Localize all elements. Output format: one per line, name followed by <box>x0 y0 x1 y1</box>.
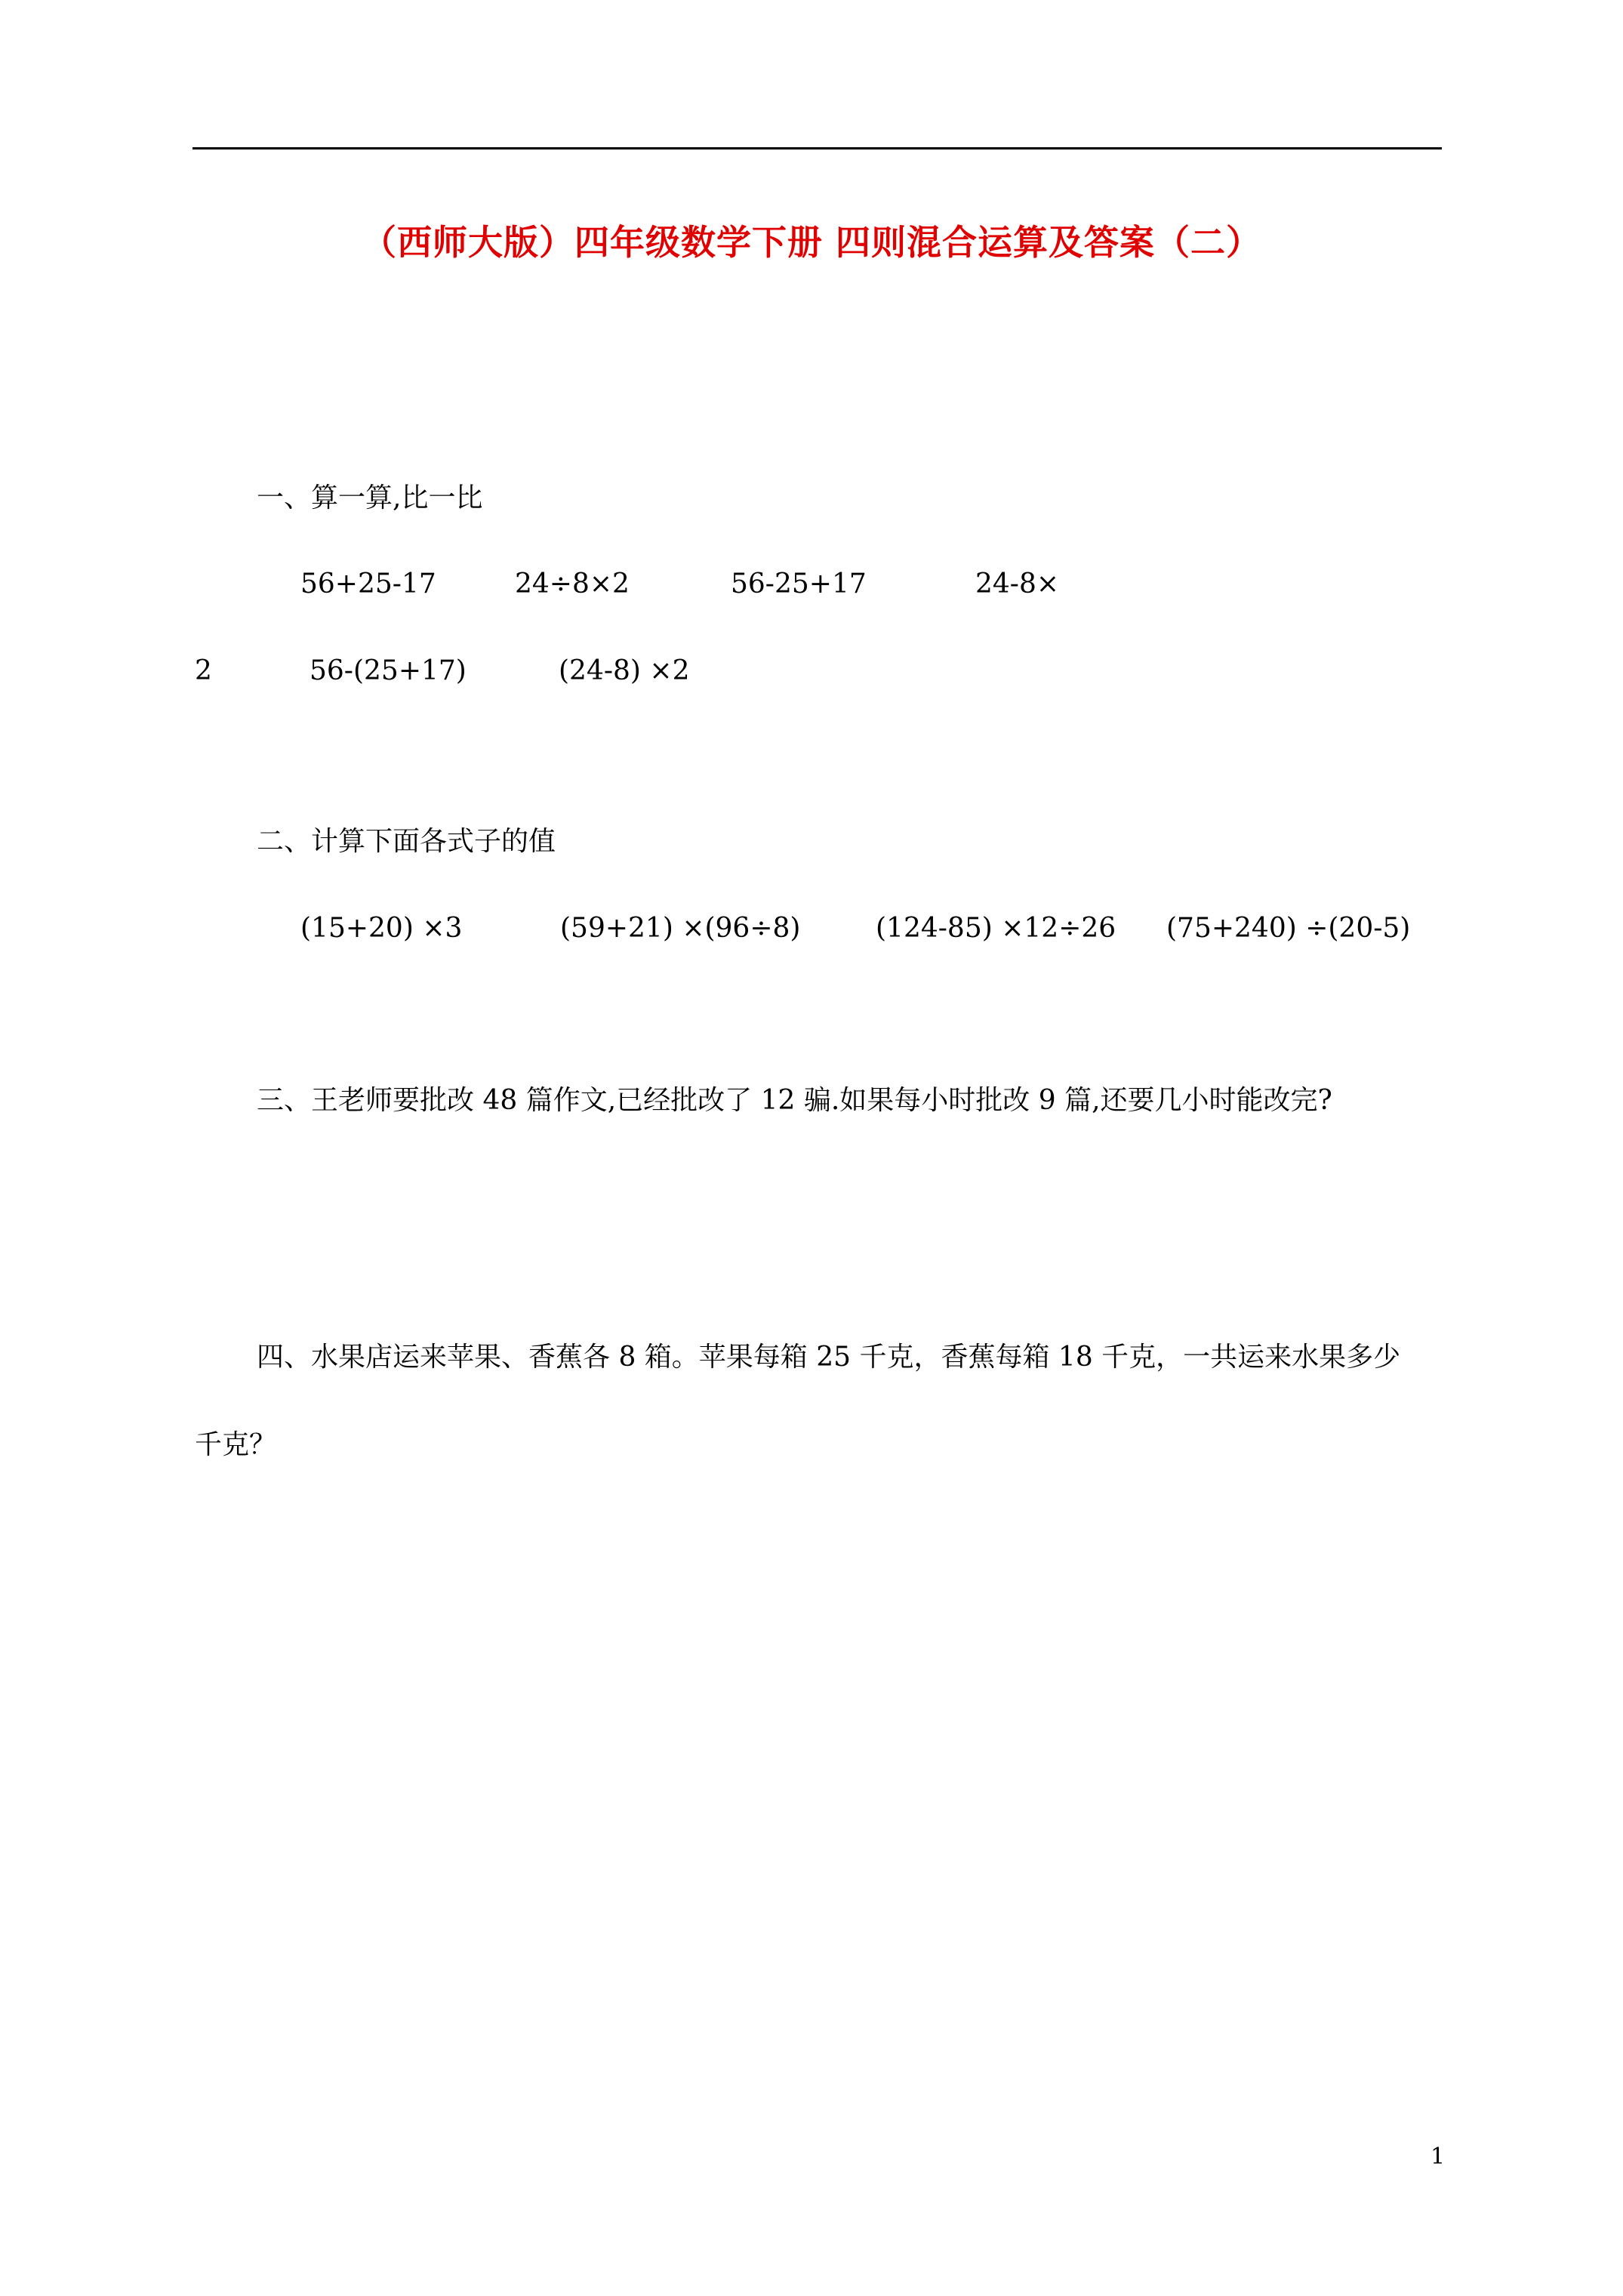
s1-expression-2: 24÷8×2 <box>515 569 630 599</box>
s1-expression-6: (24-8) ×2 <box>559 655 690 686</box>
section-2-heading: 二、计算下面各式子的值 <box>257 826 556 857</box>
document-title: （西师大版）四年级数学下册 四则混合运算及答案（二） <box>361 222 1261 263</box>
s2-expression-2: (59+21) ×(96÷8) <box>560 913 801 944</box>
section-4-problem-line-2: 千克？ <box>195 1429 277 1460</box>
s1-expression-4: 24-8× <box>975 569 1060 599</box>
page-number: 1 <box>1431 2143 1446 2170</box>
s1-expression-3: 56-25+17 <box>731 569 867 599</box>
section-4-problem-line-1: 四、水果店运来苹果、香蕉各 8 箱。苹果每箱 25 千克，香蕉每箱 18 千克，一共运来水果多少 <box>257 1342 1401 1373</box>
s1-expression-1: 56+25-17 <box>300 569 436 599</box>
s1-expression-5: 56-(25+17) <box>310 655 467 686</box>
s2-expression-1: (15+20) ×3 <box>300 913 463 944</box>
section-1-heading: 一、算一算,比一比 <box>257 482 483 513</box>
header-rule <box>192 147 1442 149</box>
s1-expression-4-continued: 2 <box>195 655 212 686</box>
s2-expression-4: (75+240) ÷(20-5) <box>1166 913 1411 944</box>
s2-expression-3: (124-85) ×12÷26 <box>876 913 1116 944</box>
section-3-problem: 三、王老师要批改 48 篇作文,已经批改了 12 骗.如果每小时批改 9 篇,还要几小时能改完? <box>257 1085 1332 1116</box>
